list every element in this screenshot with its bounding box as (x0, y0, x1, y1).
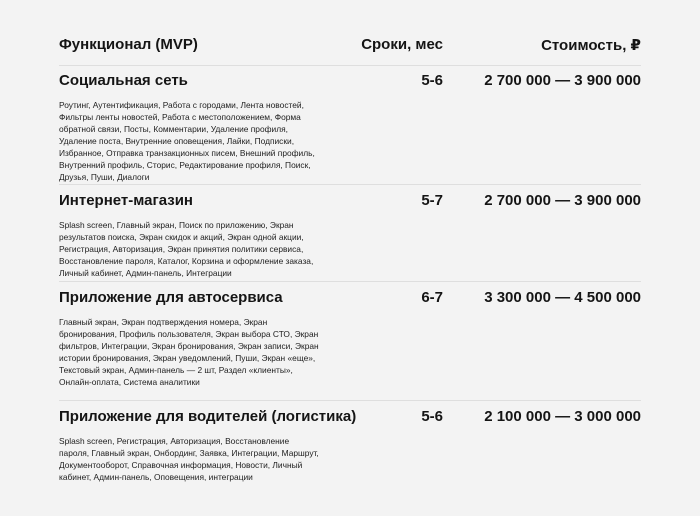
row-title: Социальная сеть (59, 72, 188, 89)
column-header-cost: Стоимость, ₽ (541, 37, 641, 54)
table-row (59, 289, 641, 389)
divider (59, 65, 641, 66)
column-header-term: Сроки, мес (361, 36, 443, 53)
row-description: Главный экран, Экран подтверждения номера, Экран бронирования, Профиль пользователя, Экран выбора СТО, Экран фильтров, Интеграции, Экран бронирования, Экран записи, Экран истории бронирования, Экран уведомлений, Пуши, Экран «еще», Текстовый экран, Админ-панель — 2 шт, Раздел «клиенты», Онлайн-оплата, Система аналитики (59, 317, 319, 388)
table-row (59, 72, 641, 182)
row-cost: 2 100 000 — 3 000 000 (484, 408, 641, 425)
row-term: 6-7 (421, 289, 443, 306)
column-header-functionality: Функционал (MVP) (59, 36, 198, 53)
divider (59, 281, 641, 282)
table-header (59, 36, 641, 56)
divider (59, 400, 641, 401)
row-title: Интернет-магазин (59, 192, 193, 209)
row-term: 5-7 (421, 192, 443, 209)
row-term: 5-6 (421, 408, 443, 425)
table-row (59, 192, 641, 280)
row-cost: 2 700 000 — 3 900 000 (484, 192, 641, 209)
row-title: Приложение для водителей (логистика) (59, 408, 357, 425)
row-description: Роутинг, Аутентификация, Работа с городами, Лента новостей, Фильтры ленты новостей, Работа с местоположением, Форма обратной связи, Посты, Комментарии, Удаление профиля, Удаление поста, Внутренние оповещения, Лайки, Подписки, Избранное, Отправка транзакционных писем, Внешний профиль, Внутренний профиль, Сторис, Редактирование профиля, Поиск, Друзья, Пуши, Диалоги (59, 100, 315, 183)
row-title: Приложение для автосервиса (59, 289, 283, 306)
row-term: 5-6 (421, 72, 443, 89)
row-description: Splash screen, Главный экран, Поиск по приложению, Экран результатов поиска, Экран скидок и акций, Экран одной акции, Регистрация, Авторизация, Экран принятия политики сервиса, Восстановление пароля, Каталог, Корзина и оформление заказа, Личный кабинет, Админ-панель, Интеграции (59, 220, 314, 279)
table-row (59, 408, 641, 488)
row-description: Splash screen, Регистрация, Авторизация, Восстановление пароля, Главный экран, Онбординг, Заявка, Интеграции, Маршрут, Документооборот, Справочная информация, Новости, Личный кабинет, Админ-панель, Оповещения, интеграции (59, 436, 319, 483)
divider (59, 184, 641, 185)
row-cost: 3 300 000 — 4 500 000 (484, 289, 641, 306)
row-cost: 2 700 000 — 3 900 000 (484, 72, 641, 89)
